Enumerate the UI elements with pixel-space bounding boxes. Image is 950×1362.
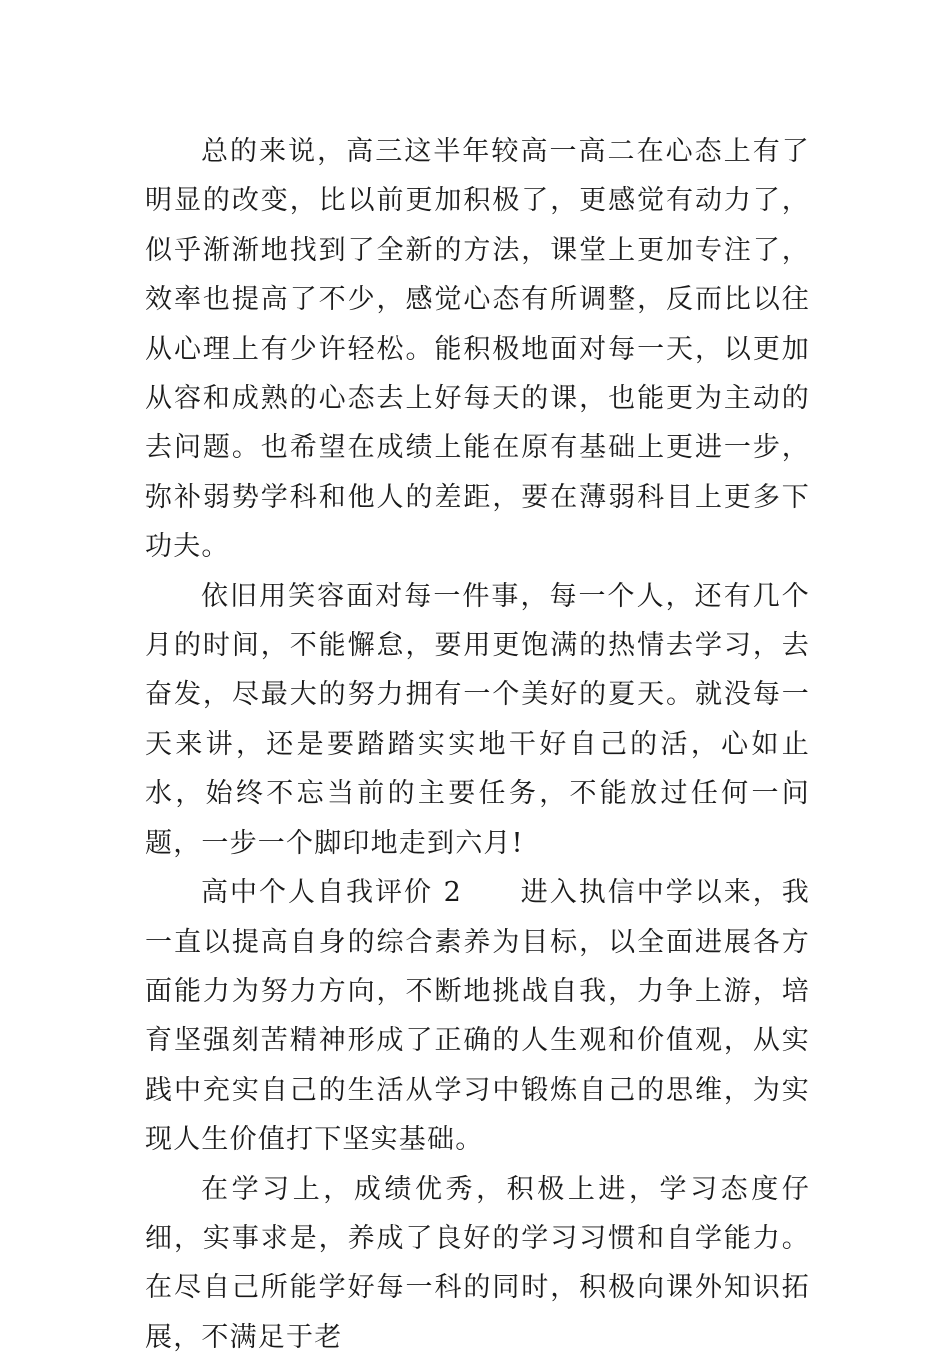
paragraph-resolution: 依旧用笑容面对每一件事，每一个人，还有几个月的时间，不能懈怠，要用更饱满的热情去学习，去奋发，尽最大的努力拥有一个美好的夏天。就没每一天来讲，还是要踏踏实实地干好自己的活，心如止水，始终不忘当前的主要任务，不能放过任何一问题，一步一个脚印地走到六月! — [145, 580, 810, 859]
document-body — [145, 127, 810, 1362]
paragraph-study: 在学习上，成绩优秀，积极上进，学习态度仔细，实事求是，养成了良好的学习习惯和自学能力。在尽自己所能学好每一科的同时，积极向课外知识拓展，不满足于老 — [145, 1173, 810, 1353]
paragraph-self-evaluation-2: 高中个人自我评价 2 进入执信中学以来，我一直以提高自身的综合素养为目标，以全面进展各方面能力为努力方向，不断地挑战自我，力争上游，培育坚强刻苦精神形成了正确的人生观和价值观，从实践中充实自己的生活从学习中锻炼自己的思维，为实现人生价值打下坚实基础。 — [145, 877, 810, 1156]
paragraph-summary: 总的来说，高三这半年较高一高二在心态上有了明显的改变，比以前更加积极了，更感觉有动力了，似乎渐渐地找到了全新的方法，课堂上更加专注了，效率也提高了不少，感觉心态有所调整，反而比以往从心理上有少许轻松。能积极地面对每一天，以更加从容和成熟的心态去上好每天的课，也能更为主动的去问题。也希望在成绩上能在原有基础上更进一步，弥补弱势学科和他人的差距，要在薄弱科目上更多下功夫。 — [145, 136, 810, 563]
